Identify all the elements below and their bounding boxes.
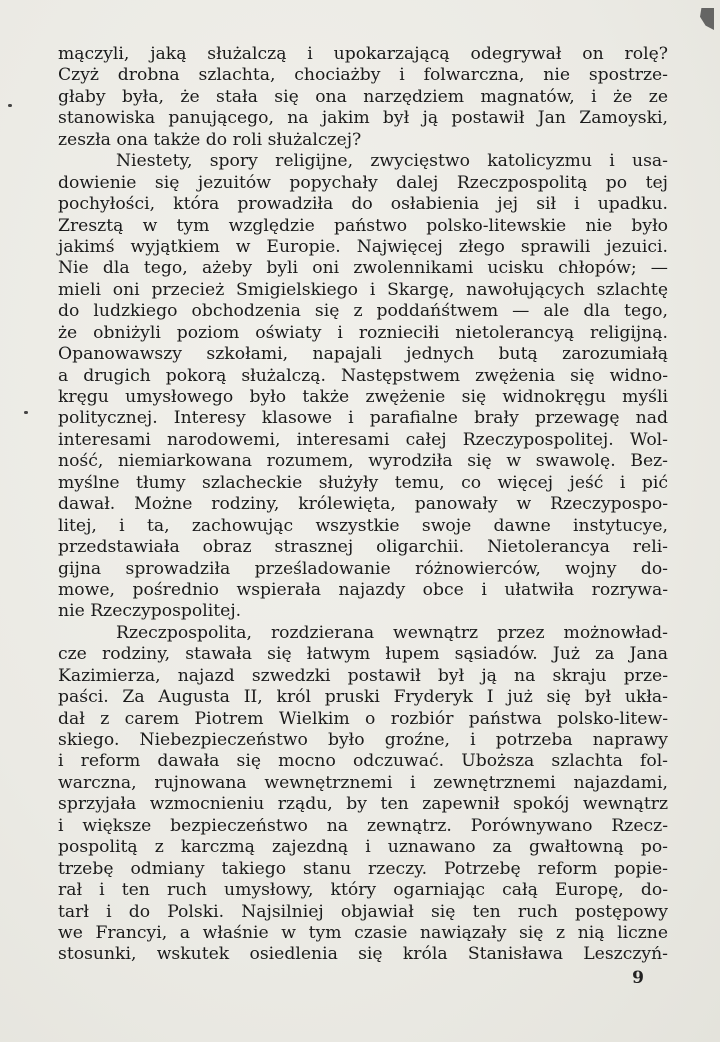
text-line: gijna sprowadziła prześladowanie różnowierców, wojny do-	[58, 558, 668, 579]
text-line: Nie dla tego, ażeby byli oni zwolennikami ucisku chłopów; —	[58, 258, 668, 279]
text-line: skiego. Niebezpieczeństwo było groźne, i potrzeba naprawy	[58, 730, 668, 750]
text-line: Zresztą w tym względzie państwo polsko-litewskie nie było	[58, 215, 668, 236]
text-line: że obniżyli poziom oświaty i roznieciłi nietolerancyą religijną.	[58, 322, 668, 343]
margin-speck	[24, 411, 28, 414]
text-line: we Francyi, a właśnie w tym czasie nawiązały się z nią liczne	[58, 922, 668, 943]
text-line: Rzeczpospolita, rozdzierana wewnątrz przez możnowład-	[116, 622, 668, 643]
text-line: tarł i do Polski. Najsilniej objawiał się ten ruch postępowy	[58, 901, 668, 922]
text-line: politycznej. Interesy klasowe i parafialne brały przewagę nad	[58, 408, 668, 429]
text-line: i reform dawała się mocno odczuwać. Uboższa szlachta fol-	[58, 751, 668, 772]
text-line: Niestety, spory religijne, zwycięstwo katolicyzmu i usa-	[116, 151, 668, 172]
text-line: przedstawiała obraz strasznej oligarchii. Nietolerancya reli-	[58, 537, 668, 558]
text-line: rał i ten ruch umysłowy, który ogarniając całą Europę, do-	[58, 880, 668, 901]
text-line: pochyłości, która prowadziła do osłabienia jej sił i upadku.	[58, 194, 668, 215]
text-line: nie Rzeczypospolitej.	[58, 601, 242, 622]
text-line: dał z carem Piotrem Wielkim o rozbiór państwa polsko-litew-	[58, 708, 668, 729]
text-line: dowienie się jezuitów popychały dalej Rzeczpospolitą po tej	[58, 172, 668, 193]
text-line: cze rodziny, stawała się łatwym łupem sąsiadów. Już za Jana	[58, 644, 668, 665]
text-line: paści. Za Augusta II, król pruski Fryderyk I już się był ukła-	[58, 687, 668, 708]
text-line: kręgu umysłowego było także zwężenie się widnokręgu myśli	[58, 387, 668, 407]
text-line: trzebę odmiany takiego stanu rzeczy. Potrzebę reform popie-	[58, 858, 668, 879]
text-line: mączyli, jaką służalczą i upokarzającą odegrywał on rolę?	[58, 44, 668, 64]
text-line: zeszła ona także do roli służalczej?	[58, 129, 362, 150]
text-line: litej, i ta, zachowując wszystkie swoje dawne instytucye,	[58, 515, 668, 536]
text-line: myślne tłumy szlacheckie służyły temu, co więcej jeść i pić	[58, 472, 668, 493]
text-line: do ludzkiego obchodzenia się z poddańśtwem — ale dla tego,	[58, 301, 668, 322]
text-line: Czyż drobna szlachta, chociażby i folwarczna, nie spostrze-	[58, 65, 668, 86]
margin-speck	[8, 104, 12, 107]
text-line: dawał. Możne rodziny, królewięta, panowały w Rzeczypospo-	[58, 494, 668, 515]
text-line: stosunki, wskutek osiedlenia się króla Stanisława Leszczyń-	[58, 944, 668, 965]
text-line: Kazimierza, najazd szwedzki postawił był ją na skraju prze-	[58, 665, 668, 686]
text-line: mieli oni przecież Smigielskiego i Skargę, nawołujących szlachtę	[58, 279, 668, 300]
text-line: pospolitą z karczmą zajezdną i uznawano za gwałtowną po-	[58, 837, 668, 858]
body-text	[58, 44, 668, 966]
text-line: i większe bezpieczeństwo na zewnątrz. Porównywano Rzecz-	[58, 815, 668, 836]
text-line: ność, niemiarkowana rozumem, wyrodziła się w swawolę. Bez-	[58, 451, 668, 472]
text-line: jakimś wyjątkiem w Europie. Najwięcej złego sprawili jezuici.	[58, 236, 668, 257]
text-line: sprzyjała wzmocnieniu rządu, by ten zapewnił spokój wewnątrz	[58, 794, 668, 815]
text-line: a drugich pokorą służalczą. Następstwem zwężenia się widno-	[58, 365, 668, 386]
text-line: interesami narodowemi, interesami całej Rzeczypospolitej. Wol-	[58, 429, 668, 450]
text-line: mowe, pośrednio wspierała najazdy obce i ułatwiła rozrywa-	[58, 579, 668, 600]
text-line: Opanowawszy szkołami, napajali jednych butą zarozumiałą	[58, 344, 668, 365]
text-line: warczna, rujnowana wewnętrznemi i zewnętrznemi najazdami,	[58, 772, 668, 793]
text-line: głaby była, że stała się ona narzędziem magnatów, i że ze	[58, 86, 668, 107]
page-number: 9	[632, 968, 644, 988]
text-line: stanowiska panującego, na jakim był ją postawił Jan Zamoyski,	[58, 108, 668, 129]
corner-scan-mark	[700, 8, 714, 30]
